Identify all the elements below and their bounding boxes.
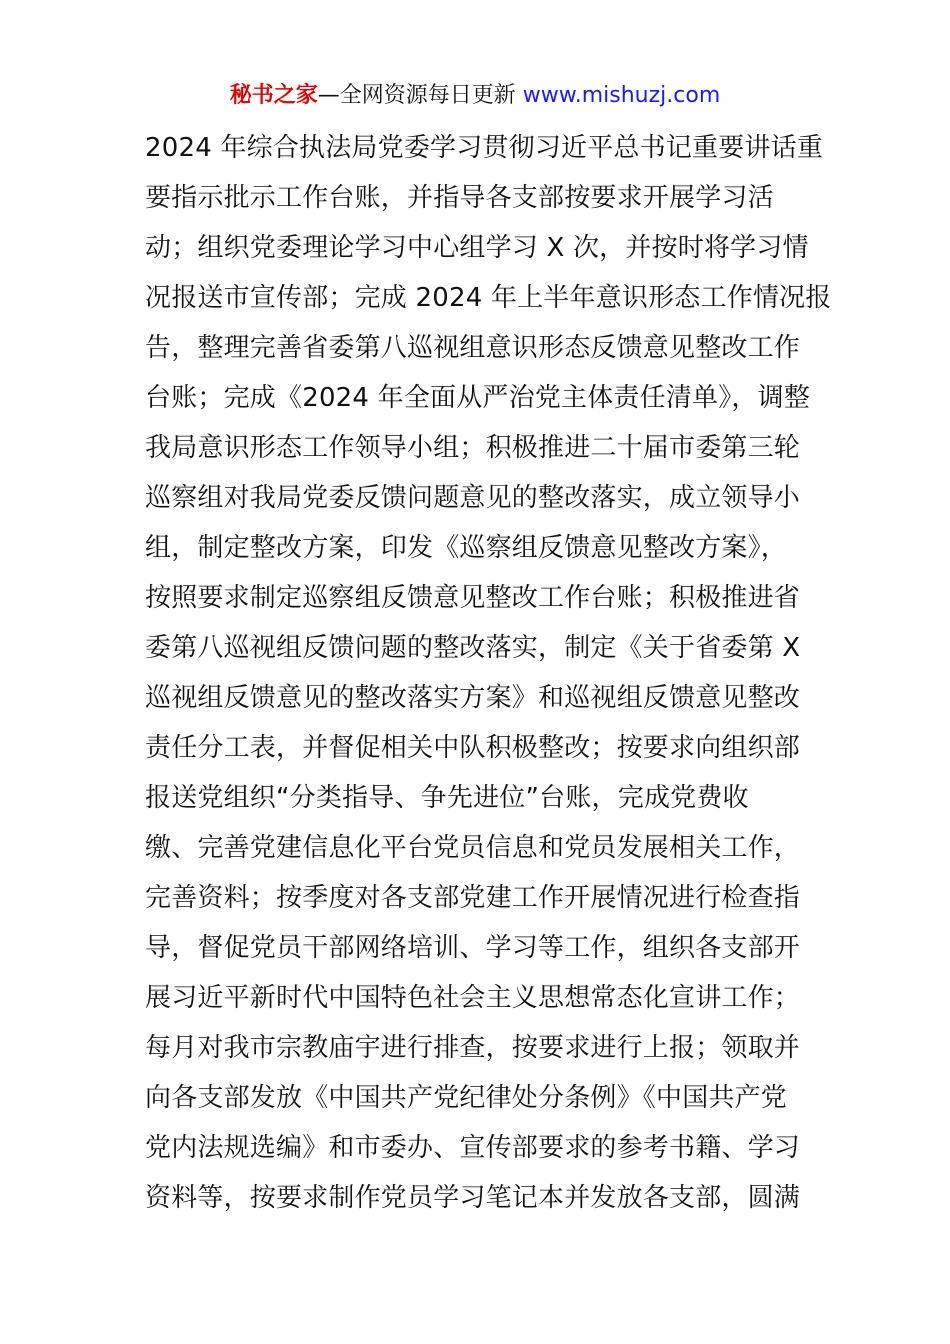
document-body: [145, 123, 832, 1223]
text-line: 完善资料；按季度对各支部党建工作开展情况进行检查指: [145, 883, 801, 913]
site-url-link[interactable]: www.mishuzj.com: [522, 83, 721, 108]
text-line: 巡视组反馈意见的整改落实方案》和巡视组反馈意见整改: [145, 683, 801, 713]
text-line: 向各支部发放《中国共产党纪律处分条例》《中国共产党: [145, 1083, 788, 1113]
text-line: 巡察组对我局党委反馈问题意见的整改落实，成立领导小: [145, 483, 801, 513]
text-line: 况报送市宣传部；完成 2024 年上半年意识形态工作情况报: [145, 283, 832, 313]
text-line: 台账；完成《2024 年全面从严治党主体责任清单》，调整: [145, 383, 811, 413]
text-line: 导，督促党员干部网络培训、学习等工作，组织各支部开: [145, 933, 801, 963]
text-line: 告，整理完善省委第八巡视组意识形态反馈意见整改工作: [145, 333, 801, 363]
text-line: 党内法规选编》和市委办、宣传部要求的参考书籍、学习: [145, 1133, 801, 1163]
text-line: 2024 年综合执法局党委学习贯彻习近平总书记重要讲话重: [145, 133, 824, 163]
header-slogan: —全网资源每日更新: [317, 83, 523, 108]
text-line: 我局意识形态工作领导小组；积极推进二十届市委第三轮: [145, 433, 801, 463]
text-line: 要指示批示工作台账，并指导各支部按要求开展学习活: [145, 183, 774, 213]
text-line: 组，制定整改方案，印发《巡察组反馈意见整改方案》，: [145, 533, 788, 563]
text-line: 资料等，按要求制作党员学习笔记本并发放各支部，圆满: [145, 1183, 801, 1213]
text-line: 缴、完善党建信息化平台党员信息和党员发展相关工作，: [145, 833, 801, 863]
text-line: 每月对我市宗教庙宇进行排查，按要求进行上报；领取并: [145, 1033, 801, 1063]
text-line: 委第八巡视组反馈问题的整改落实，制定《关于省委第 X: [145, 633, 801, 663]
text-line: 报送党组织“分类指导、争先进位”台账，完成党费收: [145, 783, 749, 813]
text-line: 按照要求制定巡察组反馈意见整改工作台账；积极推进省: [145, 583, 801, 613]
text-line: 责任分工表，并督促相关中队积极整改；按要求向组织部: [145, 733, 801, 763]
text-line: 展习近平新时代中国特色社会主义思想常态化宣讲工作；: [145, 983, 801, 1013]
brand-name: 秘书之家: [229, 83, 318, 108]
site-header: [0, 80, 950, 112]
text-line: 动；组织党委理论学习中心组学习 X 次，并按时将学习情: [145, 233, 809, 263]
